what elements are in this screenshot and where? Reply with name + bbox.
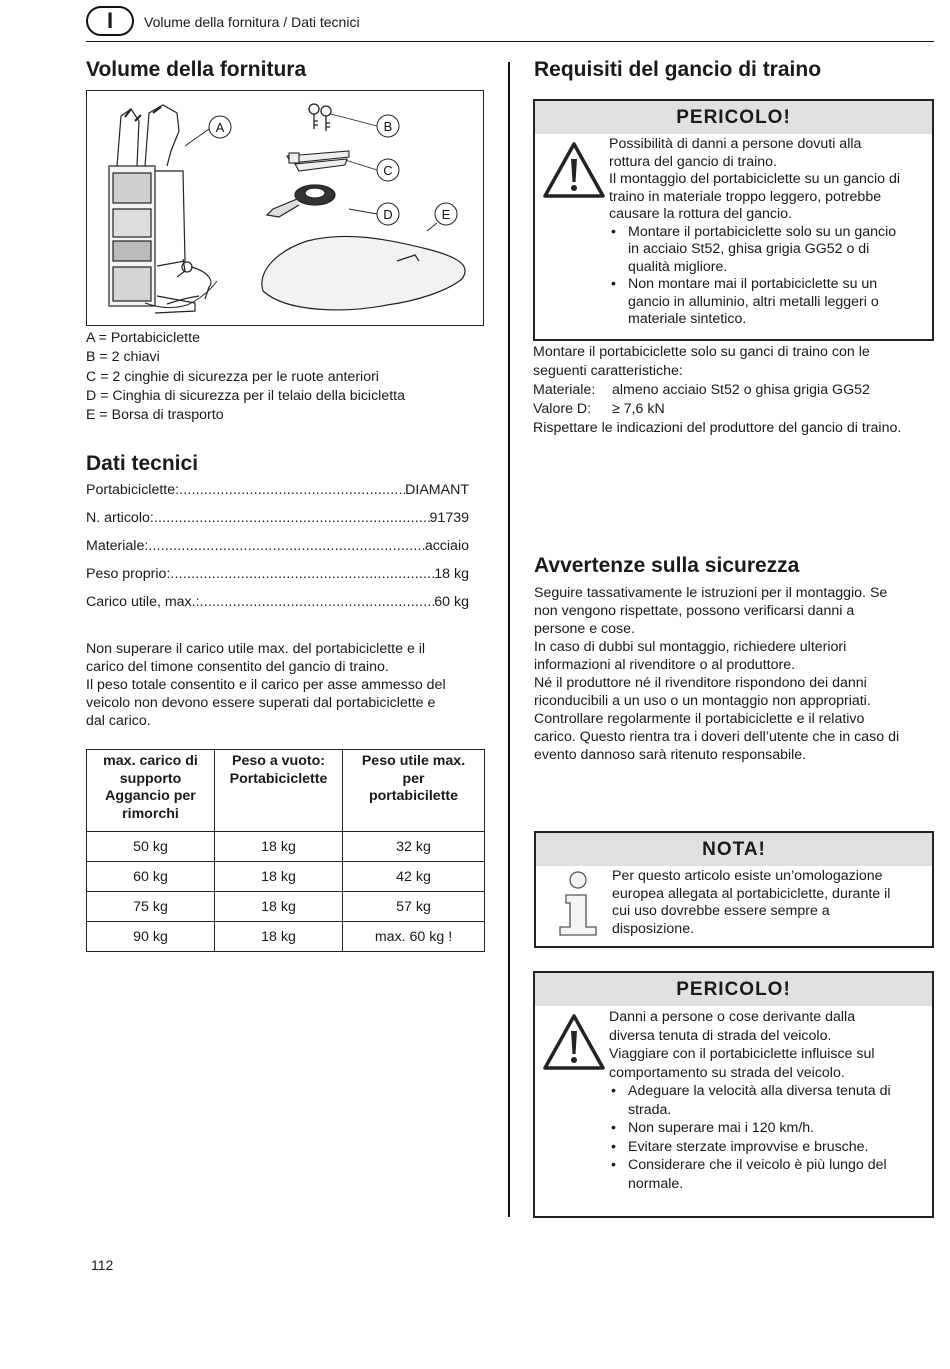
danger-text: Danni a persone o cose derivante dalla diversa tenuta di strada del veicolo. Viaggiare con il portabiciclette influisce sul comportamento su strada del veicolo. • Adeguare la velocità alla diversa tenuta di strada. • Non superare mai i 120 km/h. • Evitare sterzate improvvise e brusche. • Considerare che il veicolo è più lungo del normale.	[609, 1008, 891, 1193]
hitch-requirements: Montare il portabiciclette solo su ganci di traino con le seguenti caratteristiche: Materiale: almeno acciaio St52 o ghisa grigia GG52 Valore D: ≥ 7,6 kN Rispettare le indicazioni del produttore del gancio di traino.	[533, 344, 902, 436]
callout-b: B	[383, 119, 393, 134]
tech-row-weight: Peso proprio: ..... 18 kg	[86, 566, 469, 582]
header-title: Volume della fornitura / Dati tecnici	[144, 14, 360, 30]
warning-triangle-icon	[542, 141, 606, 199]
legend-item: C = 2 cinghie di sicurezza per le ruote anteriori	[86, 368, 379, 385]
danger-text: Possibilità di danni a persone dovuti alla rottura del gancio di traino. Il montaggio del portabiciclette su un gancio di traino in materiale troppo leggero, potrebbe causare la rottura del gancio. • Montare il portabiciclette solo su un gancio in acciaio St52, ghisa grigia GG52 o di qualità migliore. • Non montare mai il portabiciclette su un gancio in alluminio, altri metalli leggeri o materiale sintetico.	[609, 136, 900, 329]
legend-item: A = Portabiciclette	[86, 330, 200, 346]
note-label: NOTA!	[536, 833, 932, 866]
tech-row-payload: Carico utile, max.: ..... 60 kg	[86, 594, 469, 610]
bullet-item: • Non superare mai i 120 km/h.	[609, 1119, 891, 1138]
hitch-title: Requisiti del gancio di traino	[534, 58, 822, 81]
column-divider	[508, 62, 510, 1217]
bullet-item: • Considerare che il veicolo è più lungo del normale.	[609, 1156, 891, 1193]
danger-label: PERICOLO!	[535, 101, 932, 134]
supply-title: Volume della fornitura	[86, 58, 307, 81]
note-text: Per questo articolo esiste un’omologazione europea allegata al portabiciclette, durante il cui uso dovrebbe essere sempre a disposizione.	[612, 868, 891, 937]
material-label: Materiale:	[533, 382, 596, 398]
note-box	[534, 831, 934, 948]
dvalue-value: ≥ 7,6 kN	[612, 401, 665, 417]
callout-a: A	[215, 120, 225, 135]
straps-drawing	[287, 151, 349, 171]
bullet-item: • Montare il portabiciclette solo su un gancio in acciaio St52, ghisa grigia GG52 o di qualità migliore.	[609, 224, 900, 277]
dvalue-label: Valore D:	[533, 401, 592, 417]
page-number: 112	[91, 1257, 114, 1273]
safety-title: Avvertenze sulla sicurezza	[534, 554, 800, 577]
frame-strap-drawing	[267, 185, 335, 217]
table-row: 90 kg 18 kg max. 60 kg !	[87, 922, 485, 952]
bag-drawing	[262, 236, 465, 309]
table-row: 60 kg 18 kg 42 kg	[87, 862, 485, 892]
table-header-payload: Peso utile max. per portabicilette	[343, 750, 485, 832]
callout-c: C	[383, 163, 393, 178]
material-value: almeno acciaio St52 o ghisa grigia GG52	[612, 382, 870, 398]
bullet-item: • Evitare sterzate improvvise e brusche.	[609, 1138, 891, 1157]
callout-e: E	[441, 207, 451, 222]
load-note: Non superare il carico utile max. del portabiciclette e il carico del timone consentito del gancio di traino. Il peso totale consentito e il carico per asse ammesso del veicolo non devono essere superati dal portabiciclette e dal carico.	[86, 641, 446, 729]
bullet-item: • Non montare mai il portabiciclette su un gancio in alluminio, altri metalli leggeri o materiale sintetico.	[609, 276, 900, 329]
legend-item: E = Borsa di trasporto	[86, 407, 224, 424]
legend-item: D = Cinghia di sicurezza per il telaio della bicicletta	[86, 387, 405, 404]
supply-illustration	[87, 91, 483, 325]
table-header-empty-weight: Peso a vuoto: Portabiciclette	[215, 750, 343, 832]
legend-item: B = 2 chiavi	[86, 349, 160, 366]
tech-row-carrier: Portabiciclette: ..... DIAMANT	[86, 482, 469, 498]
table-row: 50 kg 18 kg 32 kg	[87, 832, 485, 862]
table-header-row	[87, 750, 485, 832]
load-table	[86, 749, 485, 952]
warning-triangle-icon	[542, 1013, 606, 1071]
bullet-item: • Adeguare la velocità alla diversa tenuta di strada.	[609, 1082, 891, 1119]
tech-row-article: N. articolo: ..... 91739	[86, 510, 469, 526]
supply-figure	[86, 90, 484, 326]
header-divider	[86, 41, 934, 42]
table-header-hitch-load: max. carico di supporto Aggancio per rimorchi	[87, 750, 215, 832]
info-icon	[556, 871, 600, 937]
danger-box-hitch	[533, 99, 934, 341]
safety-text: Seguire tassativamente le istruzioni per il montaggio. Se non vengono rispettate, possono verificarsi danni a persone e cose. In caso di dubbi sul montaggio, richiedere ulteriori informazioni al rivenditore o al produttore. Né il produttore né il rivenditore rispondono dei danni riconducibili a un uso o un montaggio non appropriati. Controllare regolarmente il portabiciclette e il relativo carico. Questo rientra tra i doveri dell’utente che in caso di evento dannoso sarà ritenuto responsabile.	[534, 585, 900, 763]
figure-legend	[86, 329, 405, 425]
keys-drawing	[309, 104, 331, 131]
bike-carrier-drawing	[109, 105, 217, 313]
language-badge: I	[86, 6, 134, 36]
danger-box-driving	[533, 971, 934, 1218]
callout-d: D	[383, 207, 393, 222]
tech-row-material: Materiale: ..... acciaio	[86, 538, 469, 554]
danger-label: PERICOLO!	[535, 973, 932, 1006]
table-row: 75 kg 18 kg 57 kg	[87, 892, 485, 922]
tech-title: Dati tecnici	[86, 452, 199, 475]
